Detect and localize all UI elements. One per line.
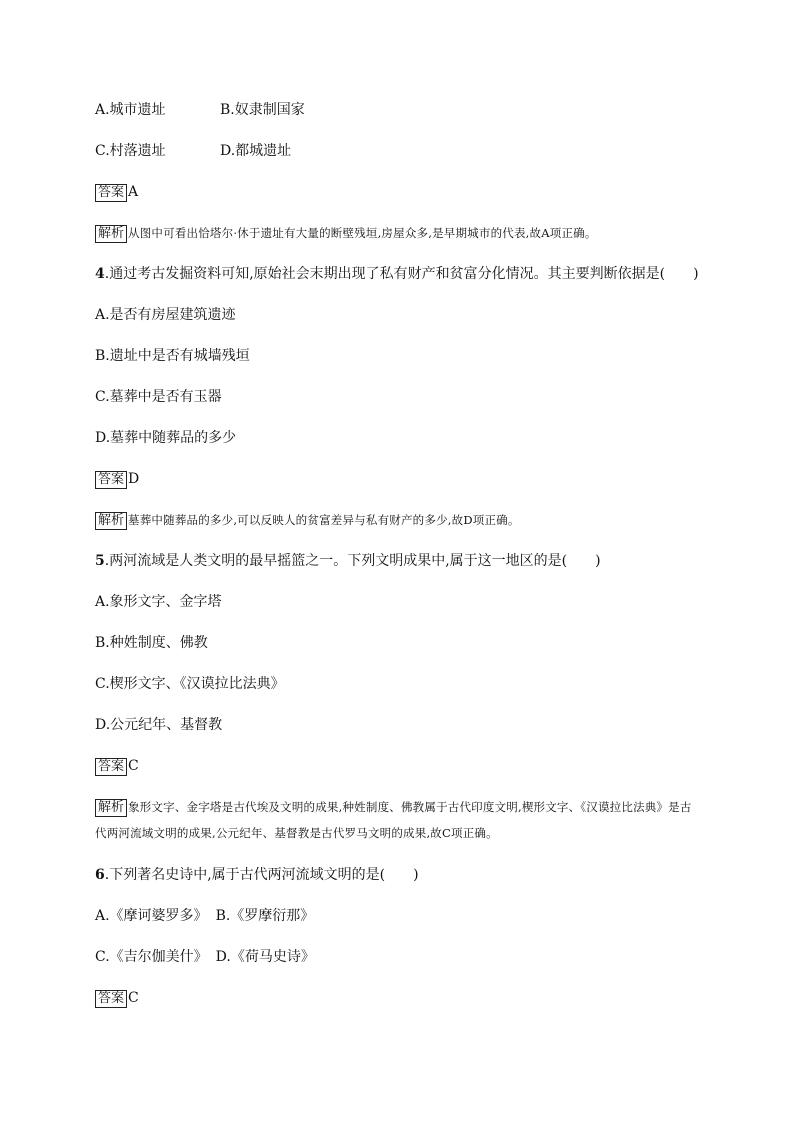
q6-option-row-2 <box>95 946 699 968</box>
q3-answer <box>95 181 699 203</box>
explanation-badge: 解析 <box>95 799 127 817</box>
q5-option-c: C.楔形文字、《汉谟拉比法典》 <box>95 676 285 692</box>
explanation-badge: 解析 <box>95 225 127 243</box>
q4-option-a: A.是否有房屋建筑遗迹 <box>95 307 236 323</box>
q5-number: 5 <box>95 553 105 569</box>
q4-option-c: C.墓葬中是否有玉器 <box>95 389 222 405</box>
q6-option-row-1 <box>95 905 699 927</box>
answer-badge: 答案 <box>95 184 127 202</box>
q3-option-row-2 <box>95 140 699 162</box>
q5-explanation <box>95 794 699 846</box>
q6-number: 6 <box>95 867 105 883</box>
q4-option-d: D.墓葬中随葬品的多少 <box>95 430 237 446</box>
explanation-badge: 解析 <box>95 512 127 530</box>
q3-explanation <box>95 222 699 244</box>
q6-stem-text: .下列著名史诗中,属于古代两河流域文明的是( ) <box>104 867 419 883</box>
q4-answer <box>95 468 699 490</box>
q5-explanation-text: 象形文字、金字塔是古代埃及文明的成果,种姓制度、佛教属于古代印度文明,楔形文字、《汉谟拉比法典》是古代两河流域文明的成果,公元纪年、基督教是古代罗马文明的成果,故C项正确。 <box>95 800 692 840</box>
q6-option-d: D.《荷马史诗》 <box>215 949 315 965</box>
q5-stem <box>95 550 699 572</box>
q6-stem <box>95 864 699 886</box>
q4-explanation-text: 墓葬中随葬品的多少,可以反映人的贫富差异与私有财产的多少,故D项正确。 <box>128 513 520 527</box>
q3-option-row-1 <box>95 99 699 121</box>
q6-option-a: A.《摩诃婆罗多》 <box>95 908 208 924</box>
q3-answer-value: A <box>128 184 139 200</box>
q5-option-b: B.种姓制度、佛教 <box>95 635 208 651</box>
q4-stem <box>95 263 699 285</box>
q4-stem-text: .通过考古发掘资料可知,原始社会末期出现了私有财产和贫富分化情况。其主要判断依据是( ) <box>104 266 699 282</box>
q6-option-b: B.《罗摩衍那》 <box>215 908 315 924</box>
q3-explanation-text: 从图中可看出恰塔尔·休于遗址有大量的断壁残垣,房屋众多,是早期城市的代表,故A项正确。 <box>128 226 597 240</box>
q5-answer-value: C <box>128 758 139 774</box>
answer-badge: 答案 <box>95 990 127 1008</box>
q5-option-a: A.象形文字、金字塔 <box>95 594 222 610</box>
q6-answer-value: C <box>128 990 139 1006</box>
q5-option-d: D.公元纪年、基督教 <box>95 717 223 733</box>
q6-option-c: C.《吉尔伽美什》 <box>95 949 208 965</box>
q5-stem-text: .两河流域是人类文明的最早摇篮之一。下列文明成果中,属于这一地区的是( ) <box>104 553 601 569</box>
q4-option-b: B.遗址中是否有城墙残垣 <box>95 348 250 364</box>
q5-answer <box>95 755 699 777</box>
q4-explanation <box>95 509 699 531</box>
answer-badge: 答案 <box>95 471 127 489</box>
q4-answer-value: D <box>128 471 140 487</box>
q3-option-b: B.奴隶制国家 <box>220 102 305 118</box>
answer-badge: 答案 <box>95 758 127 776</box>
q3-option-c: C.村落遗址 <box>95 143 166 159</box>
q3-option-a: A.城市遗址 <box>95 102 166 118</box>
q4-number: 4 <box>95 266 105 282</box>
q3-option-d: D.都城遗址 <box>220 143 292 159</box>
q6-answer <box>95 987 699 1009</box>
